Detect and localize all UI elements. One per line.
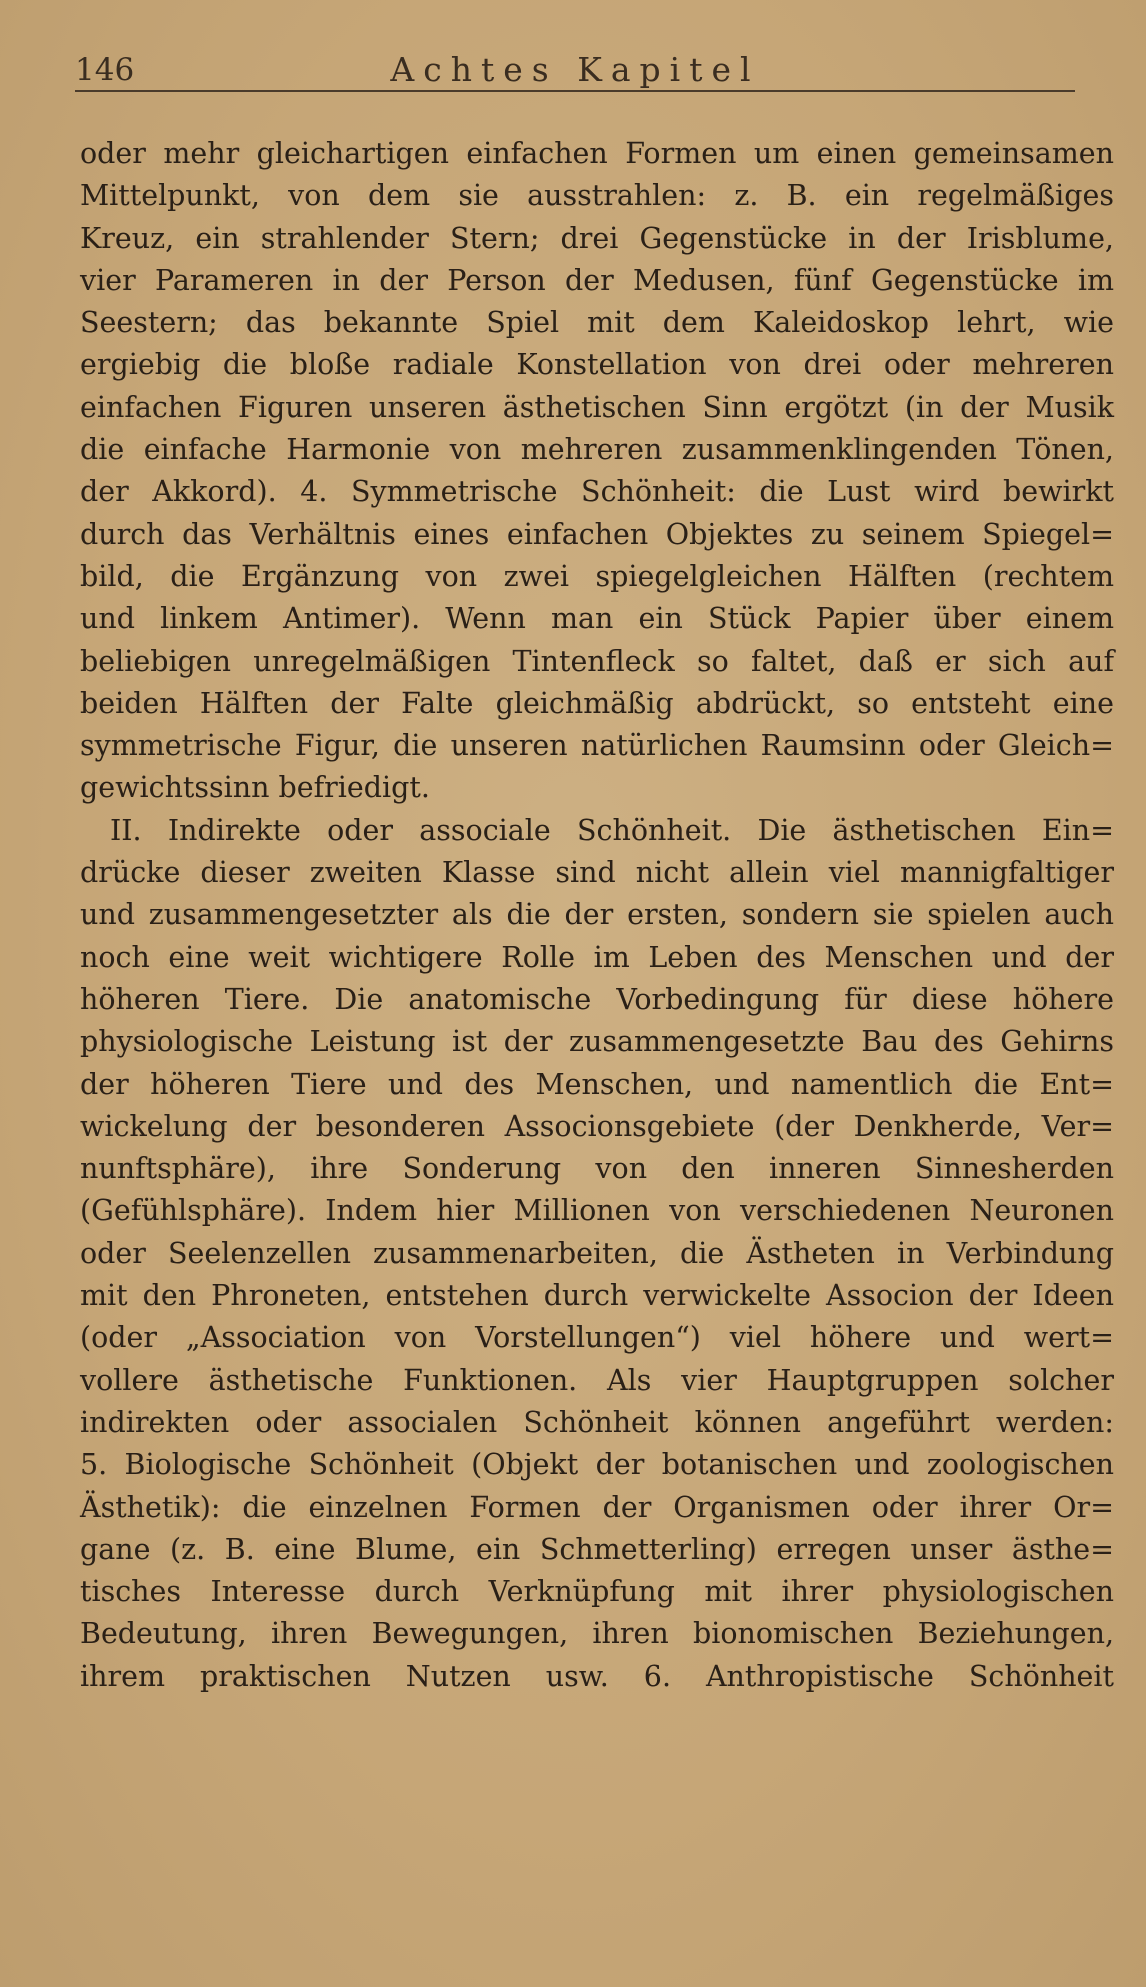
text-line: gewichtssinn befriedigt.: [80, 771, 430, 805]
text-line: höheren Tiere. Die anatomische Vorbedingung für diese höhere: [80, 982, 1114, 1016]
text-line: indirekten oder associalen Schönheit können angeführt werden:: [80, 1405, 1114, 1439]
text-line: und zusammengesetzter als die der ersten, sondern sie spielen auch: [80, 898, 1114, 932]
text-line: symmetrische Figur, die unseren natürlichen Raumsinn oder Gleich=: [80, 729, 1114, 763]
text-line: noch eine weit wichtigere Rolle im Leben des Menschen und der: [80, 940, 1114, 974]
text-line: und linkem Antimer). Wenn man ein Stück Papier über einem: [80, 602, 1114, 636]
text-line: durch das Verhältnis eines einfachen Objektes zu seinem Spiegel=: [80, 517, 1114, 551]
text-line: beliebigen unregelmäßigen Tintenfleck so faltet, daß er sich auf: [80, 644, 1114, 678]
text-line: (oder „Association von Vorstellungen“) viel höhere und wert=: [80, 1321, 1114, 1355]
text-line: Seestern; das bekannte Spiel mit dem Kaleidoskop lehrt, wie: [80, 306, 1114, 340]
text-line: Ästhetik): die einzelnen Formen der Organismen oder ihrer Or=: [80, 1490, 1114, 1524]
text-line: drücke dieser zweiten Klasse sind nicht allein viel mannigfaltiger: [80, 856, 1114, 890]
section-heading-line: II. Indirekte oder associale Schönheit. Die ästhetischen Ein=: [110, 813, 1114, 847]
running-head: Achtes Kapitel: [390, 50, 760, 89]
text-line: tisches Interesse durch Verknüpfung mit ihrer physiologischen: [80, 1575, 1114, 1609]
text-line: beiden Hälften der Falte gleichmäßig abdrückt, so entsteht eine: [80, 686, 1114, 720]
text-line: mit den Phroneten, entstehen durch verwickelte Associon der Ideen: [80, 1279, 1114, 1313]
text-line: oder Seelenzellen zusammenarbeiten, die Ästheten in Verbindung: [80, 1236, 1114, 1270]
text-line: Bedeutung, ihren Bewegungen, ihren bionomischen Beziehungen,: [80, 1617, 1114, 1651]
page-header: [75, 50, 1075, 90]
body-text: [80, 133, 1114, 1698]
page-number: 146: [75, 52, 135, 88]
text-line: vollere ästhetische Funktionen. Als vier Hauptgruppen solcher: [80, 1363, 1114, 1397]
text-line: ergiebig die bloße radiale Konstellation von drei oder mehreren: [80, 348, 1114, 382]
text-line: Mittelpunkt, von dem sie ausstrahlen: z. B. ein regelmäßiges: [80, 179, 1114, 213]
text-line: der Akkord). 4. Symmetrische Schönheit: die Lust wird bewirkt: [80, 475, 1114, 509]
text-line: (Gefühlsphäre). Indem hier Millionen von verschiedenen Neuronen: [80, 1194, 1114, 1228]
text-line: der höheren Tiere und des Menschen, und namentlich die Ent=: [80, 1067, 1114, 1101]
text-line: ihrem praktischen Nutzen usw. 6. Anthropistische Schönheit: [80, 1659, 1114, 1693]
text-line: 5. Biologische Schönheit (Objekt der botanischen und zoologischen: [80, 1448, 1114, 1482]
text-line: gane (z. B. eine Blume, ein Schmetterling) erregen unser ästhe=: [80, 1532, 1114, 1566]
text-line: physiologische Leistung ist der zusammengesetzte Bau des Gehirns: [80, 1025, 1114, 1059]
text-line: wickelung der besonderen Associonsgebiete (der Denkherde, Ver=: [80, 1109, 1114, 1143]
text-line: einfachen Figuren unseren ästhetischen Sinn ergötzt (in der Musik: [80, 390, 1114, 424]
text-line: Kreuz, ein strahlender Stern; drei Gegenstücke in der Irisblume,: [80, 221, 1114, 255]
text-line: bild, die Ergänzung von zwei spiegelgleichen Hälften (rechtem: [80, 559, 1114, 593]
text-line: nunftsphäre), ihre Sonderung von den inneren Sinnesherden: [80, 1152, 1114, 1186]
text-line: vier Parameren in der Person der Medusen, fünf Gegenstücke im: [80, 263, 1114, 297]
header-rule: [75, 90, 1075, 92]
text-line: oder mehr gleichartigen einfachen Formen um einen gemeinsamen: [80, 137, 1114, 170]
text-line: die einfache Harmonie von mehreren zusammenklingenden Tönen,: [80, 433, 1114, 467]
